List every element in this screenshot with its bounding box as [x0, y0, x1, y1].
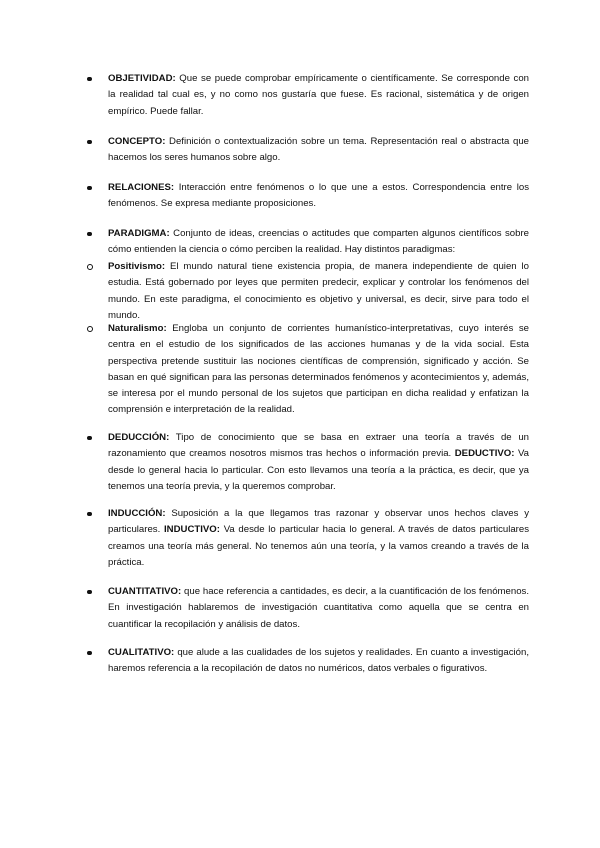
bullet-dot-icon [87, 512, 92, 517]
entry-text: Que se puede comprobar empíricamente o científicamente. Se corresponde con la realidad tal cual es, y no como nos gustaría que fuese. Es racional, sistemática y de origen empírico. Puede fallar. [108, 73, 529, 117]
entry-term: DEDUCCIÓN: [108, 432, 170, 443]
entry-text: que hace referencia a cantidades, es decir, a la cuantificación de los fenómenos. En investigación hablaremos de investigación cuantitativa como aquella que se centra en cuantificar la recopilación y análisis de datos. [108, 586, 529, 630]
entry-deduccion [108, 430, 529, 495]
subentry-naturalismo [108, 321, 529, 419]
entry-term: OBJETIVIDAD: [108, 73, 176, 84]
entry-text: Interacción entre fenómenos o lo que une a estos. Correspondencia entre los fenómenos. Se expresa mediante proposiciones. [108, 182, 529, 210]
entry-text: Definición o contextualización sobre un tema. Representación real o abstracta que hacemos los seres humanos sobre algo. [108, 136, 529, 164]
bullet-ring-icon [87, 264, 93, 270]
entry-text: El mundo natural tiene existencia propia, de manera independiente de quien lo estudia. Está gobernado por leyes que permiten predecir, explicar y controlar los fenómenos del mundo. En este paradigma, el conocimiento es objetivo y universal, es decir, sirve para todo el mundo. [108, 261, 529, 321]
entry-cualitativo [108, 645, 529, 678]
bullet-dot-icon [87, 651, 92, 656]
entry-term: INDUCCIÓN: [108, 508, 166, 519]
subentry-positivismo [108, 259, 529, 324]
entry-term: PARADIGMA: [108, 228, 170, 239]
entry-text: Suposición a la que llegamos tras razonar y observar unos hechos claves y particulares. [108, 508, 529, 536]
entry-paradigma [108, 226, 529, 259]
bullet-dot-icon [87, 140, 92, 145]
bullet-dot-icon [87, 77, 92, 82]
entry-text-secondary: Va desde lo particular hacia lo general. A través de datos particulares creamos una teoría más general. No tenemos aún una teoría, y la vamos creando a través de la práctica. [108, 524, 529, 568]
entry-term-secondary: DEDUCTIVO: [454, 448, 515, 460]
bullet-dot-icon [87, 232, 92, 237]
entry-text: que alude a las cualidades de los sujetos y realidades. En cuanto a investigación, haremos referencia a la recopilación de datos no numéricos, datos verbales o figurativos. [108, 647, 529, 675]
bullet-dot-icon [87, 590, 92, 595]
entry-term-secondary: INDUCTIVO: [164, 524, 220, 536]
entry-text-secondary: Va desde lo general hacia lo particular. Con esto llevamos una teoría a la práctica, es decir, que ya tenemos una teoría previa, y la queremos comprobar. [108, 448, 530, 492]
entry-concepto [108, 134, 529, 167]
entry-term: Positivismo: [108, 261, 166, 272]
entry-term: RELACIONES: [108, 182, 175, 193]
entry-text: Engloba un conjunto de corrientes humanístico-interpretativas, cuyo interés se centra en el estudio de los significados de las acciones humanas y de la vida social. Esta perspectiva pretende sustituir las nociones científicas de comprensión, significado y acción. Se basan en qué significan para las personas determinados fenómenos y acontecimientos y, además, se interesa por el mundo personal de los sujetos que participan en dicha realidad y enfatizan la comprensión e interpretación de la realidad. [108, 323, 529, 416]
entry-term: CUANTITATIVO: [108, 586, 182, 597]
entry-term: Naturalismo: [108, 323, 167, 334]
bullet-dot-icon [87, 436, 92, 441]
entry-relaciones [108, 180, 529, 213]
bullet-dot-icon [87, 186, 92, 191]
entry-text: Tipo de conocimiento que se basa en extraer una teoría a través de un razonamiento que creamos nosotros mismos tras hechos o información previa. [108, 432, 529, 460]
entry-text: Conjunto de ideas, creencias o actitudes que comparten algunos científicos sobre cómo entienden la ciencia o cómo perciben la realidad. Hay distintos paradigmas: [108, 228, 529, 256]
bullet-ring-icon [87, 326, 93, 332]
entry-induccion [108, 506, 529, 571]
entry-objetividad [108, 71, 529, 120]
entry-cuantitativo [108, 584, 529, 633]
entry-term: CONCEPTO: [108, 136, 166, 147]
entry-term: CUALITATIVO: [108, 647, 175, 658]
